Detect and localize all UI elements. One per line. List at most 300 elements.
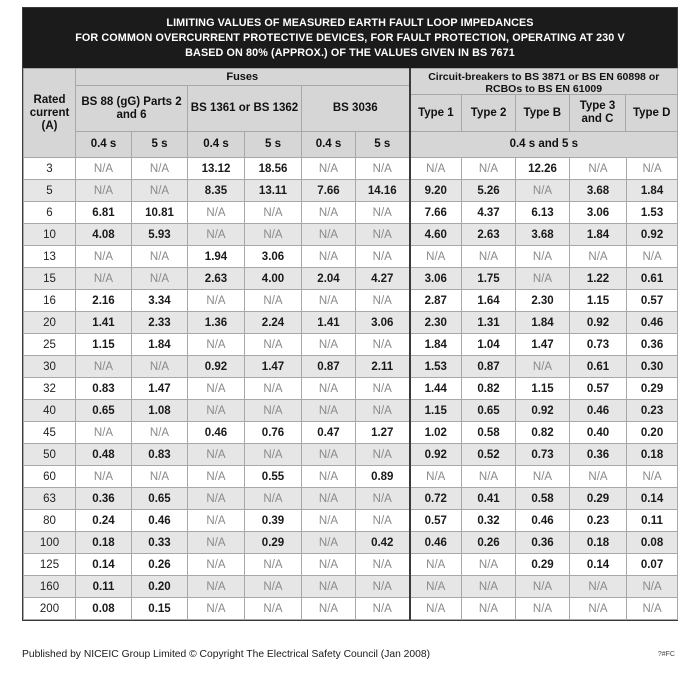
table-row bbox=[24, 422, 678, 444]
impedance-cell: N/A bbox=[302, 444, 356, 466]
impedance-cell: N/A bbox=[462, 598, 516, 620]
impedance-cell: 0.46 bbox=[188, 422, 245, 444]
type-d-header: Type D bbox=[632, 106, 671, 119]
impedance-cell: 1.84 bbox=[570, 224, 627, 246]
rated-current-cell: 6 bbox=[24, 202, 76, 224]
breakers-header bbox=[410, 69, 678, 132]
impedance-cell: 0.82 bbox=[516, 422, 570, 444]
impedance-cell: 0.46 bbox=[516, 510, 570, 532]
impedance-cell: 0.29 bbox=[627, 378, 678, 400]
impedance-cell: 0.83 bbox=[132, 444, 188, 466]
impedance-cell: 0.57 bbox=[570, 378, 627, 400]
impedance-cell: N/A bbox=[356, 444, 410, 466]
breakers-title: Circuit-breakers to BS 3871 or BS EN 60898 or RCBOs to BS EN 61009 bbox=[411, 69, 678, 95]
impedance-cell: N/A bbox=[245, 576, 302, 598]
breaker-types bbox=[411, 95, 678, 131]
rated-current-header: Rated current (A) bbox=[24, 69, 76, 158]
bs3036-time-04: 0.4 s bbox=[302, 132, 356, 158]
impedance-cell: N/A bbox=[245, 202, 302, 224]
impedance-cell: 0.18 bbox=[570, 532, 627, 554]
impedance-cell: 0.72 bbox=[410, 488, 462, 510]
impedance-cell: N/A bbox=[627, 246, 678, 268]
impedance-cell: 1.15 bbox=[410, 400, 462, 422]
impedance-cell: N/A bbox=[302, 488, 356, 510]
impedance-cell: N/A bbox=[245, 334, 302, 356]
rated-current-cell: 32 bbox=[24, 378, 76, 400]
impedance-cell: 8.35 bbox=[188, 180, 245, 202]
impedance-cell: N/A bbox=[356, 510, 410, 532]
impedance-cell: 0.83 bbox=[76, 378, 132, 400]
impedance-cell: 0.89 bbox=[356, 466, 410, 488]
rated-current-cell: 3 bbox=[24, 158, 76, 180]
impedance-cell: N/A bbox=[132, 466, 188, 488]
rated-current-cell: 200 bbox=[24, 598, 76, 620]
table-row bbox=[24, 444, 678, 466]
impedance-cell: 14.16 bbox=[356, 180, 410, 202]
impedance-cell: 0.42 bbox=[356, 532, 410, 554]
impedance-cell: 0.14 bbox=[627, 488, 678, 510]
impedance-cell: 0.20 bbox=[627, 422, 678, 444]
impedance-cell: N/A bbox=[516, 268, 570, 290]
impedance-cell: 2.16 bbox=[76, 290, 132, 312]
impedance-cell: N/A bbox=[188, 488, 245, 510]
impedance-cell: N/A bbox=[302, 576, 356, 598]
impedance-cell: 12.26 bbox=[516, 158, 570, 180]
impedance-cell: N/A bbox=[76, 422, 132, 444]
impedance-cell: 0.46 bbox=[570, 400, 627, 422]
impedance-cell: 2.04 bbox=[302, 268, 356, 290]
impedance-cell: N/A bbox=[627, 576, 678, 598]
impedance-cell: N/A bbox=[245, 554, 302, 576]
rated-current-cell: 30 bbox=[24, 356, 76, 378]
impedance-cell: N/A bbox=[76, 180, 132, 202]
table-row bbox=[24, 268, 678, 290]
table-row bbox=[24, 290, 678, 312]
rated-current-cell: 45 bbox=[24, 422, 76, 444]
impedance-cell: 1.41 bbox=[302, 312, 356, 334]
title-line-1: LIMITING VALUES OF MEASURED EARTH FAULT LOOP IMPEDANCES bbox=[166, 16, 534, 29]
impedance-cell: 0.07 bbox=[627, 554, 678, 576]
impedance-cell: N/A bbox=[356, 576, 410, 598]
table-row bbox=[24, 312, 678, 334]
impedance-cell: N/A bbox=[245, 444, 302, 466]
bs1361-header: BS 1361 or BS 1362 bbox=[188, 86, 302, 132]
table-row bbox=[24, 466, 678, 488]
impedance-cell: 1.64 bbox=[462, 290, 516, 312]
impedance-cell: 1.47 bbox=[132, 378, 188, 400]
impedance-cell: 0.48 bbox=[76, 444, 132, 466]
impedance-cell: N/A bbox=[356, 400, 410, 422]
title-line-2: FOR COMMON OVERCURRENT PROTECTIVE DEVICES, FOR FAULT PROTECTION, OPERATING AT 230 V bbox=[75, 31, 625, 44]
impedance-cell: 0.92 bbox=[516, 400, 570, 422]
impedance-cell: N/A bbox=[188, 466, 245, 488]
impedance-cell: N/A bbox=[410, 158, 462, 180]
impedance-cell: 13.11 bbox=[245, 180, 302, 202]
impedance-cell: 0.57 bbox=[627, 290, 678, 312]
impedance-cell: N/A bbox=[302, 510, 356, 532]
table-row bbox=[24, 400, 678, 422]
impedance-cell: 0.61 bbox=[627, 268, 678, 290]
impedance-cell: N/A bbox=[627, 466, 678, 488]
impedance-cell: N/A bbox=[188, 290, 245, 312]
impedance-cell: N/A bbox=[132, 422, 188, 444]
rated-current-cell: 50 bbox=[24, 444, 76, 466]
impedance-cell: 1.08 bbox=[132, 400, 188, 422]
impedance-cell: 1.22 bbox=[570, 268, 627, 290]
type-3c-header: Type 3 and C bbox=[570, 95, 627, 131]
impedance-cell: 1.47 bbox=[245, 356, 302, 378]
impedance-cell: 1.84 bbox=[627, 180, 678, 202]
impedance-cell: 0.92 bbox=[188, 356, 245, 378]
impedance-cell: 0.46 bbox=[410, 532, 462, 554]
impedance-cell: 0.65 bbox=[76, 400, 132, 422]
impedance-cell: 0.14 bbox=[570, 554, 627, 576]
impedance-cell: 0.52 bbox=[462, 444, 516, 466]
impedance-cell: N/A bbox=[356, 158, 410, 180]
impedance-cell: N/A bbox=[516, 180, 570, 202]
table-row bbox=[24, 510, 678, 532]
table-row bbox=[24, 378, 678, 400]
impedance-cell: N/A bbox=[356, 202, 410, 224]
impedance-cell: 0.55 bbox=[245, 466, 302, 488]
impedance-cell: 0.08 bbox=[76, 598, 132, 620]
title-line-3: BASED ON 80% (APPROX.) OF THE VALUES GIVEN IN BS 7671 bbox=[185, 46, 515, 59]
impedance-cell: 0.61 bbox=[570, 356, 627, 378]
rated-current-cell: 160 bbox=[24, 576, 76, 598]
bs88-time-04: 0.4 s bbox=[76, 132, 132, 158]
impedance-cell: 10.81 bbox=[132, 202, 188, 224]
table-row bbox=[24, 334, 678, 356]
rated-current-cell: 100 bbox=[24, 532, 76, 554]
bs1361-time-5: 5 s bbox=[245, 132, 302, 158]
impedance-cell: N/A bbox=[462, 246, 516, 268]
impedance-cell: N/A bbox=[188, 554, 245, 576]
impedance-cell: N/A bbox=[245, 488, 302, 510]
impedance-cell: N/A bbox=[302, 598, 356, 620]
impedance-cell: 2.33 bbox=[132, 312, 188, 334]
impedance-cell: 2.24 bbox=[245, 312, 302, 334]
rated-current-cell: 5 bbox=[24, 180, 76, 202]
impedance-cell: N/A bbox=[188, 576, 245, 598]
impedance-cell: 0.33 bbox=[132, 532, 188, 554]
impedance-cell: 0.57 bbox=[410, 510, 462, 532]
rated-current-cell: 13 bbox=[24, 246, 76, 268]
table-row bbox=[24, 598, 678, 620]
impedance-cell: N/A bbox=[356, 598, 410, 620]
impedance-cell: 1.53 bbox=[627, 202, 678, 224]
impedance-cell: 0.92 bbox=[410, 444, 462, 466]
corner-mark: ?#FC bbox=[657, 651, 675, 658]
impedance-cell: N/A bbox=[132, 158, 188, 180]
impedance-cell: 0.14 bbox=[76, 554, 132, 576]
impedance-cell: N/A bbox=[570, 598, 627, 620]
impedance-cell: 3.06 bbox=[245, 246, 302, 268]
impedance-cell: N/A bbox=[302, 400, 356, 422]
impedance-cell: N/A bbox=[188, 598, 245, 620]
impedance-cell: 6.13 bbox=[516, 202, 570, 224]
rated-current-cell: 125 bbox=[24, 554, 76, 576]
impedance-cell: 0.36 bbox=[627, 334, 678, 356]
impedance-cell: 1.75 bbox=[462, 268, 516, 290]
impedance-cell: N/A bbox=[132, 356, 188, 378]
table-row bbox=[24, 532, 678, 554]
impedance-cell: N/A bbox=[462, 554, 516, 576]
impedance-cell: 5.93 bbox=[132, 224, 188, 246]
impedance-cell: 0.87 bbox=[462, 356, 516, 378]
impedance-cell: 0.11 bbox=[627, 510, 678, 532]
impedance-cell: 9.20 bbox=[410, 180, 462, 202]
impedance-cell: N/A bbox=[410, 598, 462, 620]
type-b-header: Type B bbox=[516, 95, 570, 131]
impedance-cell: N/A bbox=[302, 466, 356, 488]
bs1361-time-04: 0.4 s bbox=[188, 132, 245, 158]
impedance-cell: N/A bbox=[132, 246, 188, 268]
impedance-cell: N/A bbox=[516, 246, 570, 268]
impedance-cell: 0.23 bbox=[627, 400, 678, 422]
impedance-cell: 0.46 bbox=[627, 312, 678, 334]
impedance-cell: N/A bbox=[245, 598, 302, 620]
impedance-cell: N/A bbox=[302, 224, 356, 246]
impedance-cell: N/A bbox=[410, 554, 462, 576]
impedance-cell: N/A bbox=[302, 202, 356, 224]
impedance-cell: 3.06 bbox=[356, 312, 410, 334]
impedance-cell: 18.56 bbox=[245, 158, 302, 180]
impedance-cell: 0.58 bbox=[462, 422, 516, 444]
breakers-time: 0.4 s and 5 s bbox=[410, 132, 678, 158]
impedance-cell: N/A bbox=[516, 466, 570, 488]
impedance-cell: N/A bbox=[188, 224, 245, 246]
impedance-cell: 2.30 bbox=[410, 312, 462, 334]
impedance-table bbox=[23, 68, 678, 620]
impedance-cell: 0.18 bbox=[76, 532, 132, 554]
impedance-cell: 0.73 bbox=[570, 334, 627, 356]
impedance-cell: 0.29 bbox=[570, 488, 627, 510]
bs88-header: BS 88 (gG) Parts 2 and 6 bbox=[76, 86, 188, 132]
impedance-cell: N/A bbox=[462, 466, 516, 488]
rated-current-cell: 40 bbox=[24, 400, 76, 422]
impedance-cell: 1.36 bbox=[188, 312, 245, 334]
impedance-cell: N/A bbox=[76, 356, 132, 378]
impedance-cell: 0.20 bbox=[132, 576, 188, 598]
impedance-cell: 1.94 bbox=[188, 246, 245, 268]
impedance-cell: N/A bbox=[516, 576, 570, 598]
bs3036-time-5: 5 s bbox=[356, 132, 410, 158]
impedance-cell: 0.26 bbox=[132, 554, 188, 576]
impedance-cell: N/A bbox=[462, 158, 516, 180]
impedance-cell: N/A bbox=[76, 246, 132, 268]
fuses-header: Fuses bbox=[76, 69, 410, 86]
rated-current-cell: 16 bbox=[24, 290, 76, 312]
impedance-cell: N/A bbox=[302, 378, 356, 400]
impedance-cell: 4.60 bbox=[410, 224, 462, 246]
impedance-cell: 0.29 bbox=[245, 532, 302, 554]
impedance-cell: N/A bbox=[410, 246, 462, 268]
table-row bbox=[24, 554, 678, 576]
table-row bbox=[24, 202, 678, 224]
impedance-cell: N/A bbox=[188, 378, 245, 400]
impedance-cell: N/A bbox=[245, 224, 302, 246]
impedance-cell: N/A bbox=[132, 268, 188, 290]
impedance-cell: 0.65 bbox=[462, 400, 516, 422]
impedance-cell: 1.53 bbox=[410, 356, 462, 378]
impedance-cell: N/A bbox=[570, 576, 627, 598]
impedance-cell: 0.87 bbox=[302, 356, 356, 378]
impedance-cell: 4.27 bbox=[356, 268, 410, 290]
rated-current-cell: 20 bbox=[24, 312, 76, 334]
impedance-cell: N/A bbox=[188, 400, 245, 422]
impedance-cell: N/A bbox=[188, 444, 245, 466]
impedance-cell: N/A bbox=[188, 510, 245, 532]
impedance-cell: 0.82 bbox=[462, 378, 516, 400]
impedance-cell: N/A bbox=[245, 290, 302, 312]
impedance-cell: 1.84 bbox=[410, 334, 462, 356]
impedance-cell: N/A bbox=[302, 334, 356, 356]
rated-current-cell: 80 bbox=[24, 510, 76, 532]
table-row bbox=[24, 356, 678, 378]
impedance-cell: 13.12 bbox=[188, 158, 245, 180]
impedance-cell: 3.34 bbox=[132, 290, 188, 312]
impedance-cell: 7.66 bbox=[410, 202, 462, 224]
impedance-cell: 2.30 bbox=[516, 290, 570, 312]
impedance-cell: N/A bbox=[570, 246, 627, 268]
impedance-cell: 0.92 bbox=[570, 312, 627, 334]
impedance-cell: 0.15 bbox=[132, 598, 188, 620]
impedance-cell: 1.15 bbox=[516, 378, 570, 400]
impedance-cell: 0.47 bbox=[302, 422, 356, 444]
impedance-cell: 1.31 bbox=[462, 312, 516, 334]
impedance-cell: N/A bbox=[76, 158, 132, 180]
type-2-header: Type 2 bbox=[462, 95, 516, 131]
impedance-cell: 0.40 bbox=[570, 422, 627, 444]
impedance-cell: 1.27 bbox=[356, 422, 410, 444]
impedance-cell: 2.63 bbox=[462, 224, 516, 246]
rated-current-cell: 10 bbox=[24, 224, 76, 246]
impedance-cell: 0.36 bbox=[516, 532, 570, 554]
impedance-cell: 1.47 bbox=[516, 334, 570, 356]
impedance-cell: 0.65 bbox=[132, 488, 188, 510]
impedance-cell: N/A bbox=[302, 554, 356, 576]
impedance-cell: 0.18 bbox=[627, 444, 678, 466]
impedance-cell: N/A bbox=[76, 466, 132, 488]
impedance-cell: 4.00 bbox=[245, 268, 302, 290]
impedance-cell: 3.06 bbox=[570, 202, 627, 224]
impedance-cell: 0.58 bbox=[516, 488, 570, 510]
rated-current-cell: 15 bbox=[24, 268, 76, 290]
impedance-cell: 0.08 bbox=[627, 532, 678, 554]
impedance-cell: 3.06 bbox=[410, 268, 462, 290]
impedance-cell: N/A bbox=[516, 356, 570, 378]
impedance-cell: 0.30 bbox=[627, 356, 678, 378]
copyright-footer: Published by NICEIC Group Limited © Copyright The Electrical Safety Council (Jan 2008) bbox=[22, 649, 431, 660]
impedance-cell: N/A bbox=[356, 488, 410, 510]
rated-current-cell: 60 bbox=[24, 466, 76, 488]
impedance-cell: N/A bbox=[356, 378, 410, 400]
impedance-cell: 1.44 bbox=[410, 378, 462, 400]
impedance-cell: 0.29 bbox=[516, 554, 570, 576]
impedance-cell: 2.63 bbox=[188, 268, 245, 290]
impedance-cell: N/A bbox=[570, 158, 627, 180]
impedance-cell: N/A bbox=[76, 268, 132, 290]
impedance-cell: N/A bbox=[410, 466, 462, 488]
bs88-time-5: 5 s bbox=[132, 132, 188, 158]
table-row bbox=[24, 158, 678, 180]
impedance-cell: N/A bbox=[245, 378, 302, 400]
impedance-cell: 0.11 bbox=[76, 576, 132, 598]
impedance-cell: 4.37 bbox=[462, 202, 516, 224]
impedance-cell: 6.81 bbox=[76, 202, 132, 224]
impedance-cell: 0.39 bbox=[245, 510, 302, 532]
bs3036-header: BS 3036 bbox=[302, 86, 410, 132]
impedance-cell: 1.84 bbox=[516, 312, 570, 334]
table-body bbox=[24, 158, 678, 620]
impedance-cell: 1.41 bbox=[76, 312, 132, 334]
impedance-cell: N/A bbox=[410, 576, 462, 598]
impedance-cell: N/A bbox=[302, 246, 356, 268]
impedance-cell: 0.76 bbox=[245, 422, 302, 444]
impedance-cell: N/A bbox=[356, 334, 410, 356]
impedance-cell: N/A bbox=[356, 224, 410, 246]
impedance-cell: N/A bbox=[302, 532, 356, 554]
impedance-cell: 0.41 bbox=[462, 488, 516, 510]
table-title bbox=[23, 8, 677, 68]
impedance-cell: 0.73 bbox=[516, 444, 570, 466]
impedance-cell: 0.24 bbox=[76, 510, 132, 532]
impedance-cell: N/A bbox=[188, 202, 245, 224]
impedance-cell: 1.02 bbox=[410, 422, 462, 444]
impedance-cell: 0.26 bbox=[462, 532, 516, 554]
impedance-cell: 0.92 bbox=[627, 224, 678, 246]
impedance-cell: N/A bbox=[188, 334, 245, 356]
impedance-cell: N/A bbox=[302, 290, 356, 312]
impedance-cell: N/A bbox=[570, 466, 627, 488]
type-1-header: Type 1 bbox=[411, 95, 463, 131]
impedance-cell: 2.87 bbox=[410, 290, 462, 312]
impedance-cell: N/A bbox=[188, 532, 245, 554]
impedance-cell: N/A bbox=[245, 400, 302, 422]
impedance-cell: N/A bbox=[302, 158, 356, 180]
impedance-cell: 0.32 bbox=[462, 510, 516, 532]
table-row bbox=[24, 576, 678, 598]
impedance-cell: N/A bbox=[516, 598, 570, 620]
impedance-cell: N/A bbox=[462, 576, 516, 598]
breakers-header-wrap bbox=[411, 69, 678, 131]
impedance-cell: 7.66 bbox=[302, 180, 356, 202]
impedance-cell: 1.84 bbox=[132, 334, 188, 356]
impedance-cell: 4.08 bbox=[76, 224, 132, 246]
impedance-table-frame bbox=[22, 7, 678, 621]
impedance-cell: 0.46 bbox=[132, 510, 188, 532]
impedance-cell: N/A bbox=[132, 180, 188, 202]
impedance-cell: 2.11 bbox=[356, 356, 410, 378]
table-row bbox=[24, 224, 678, 246]
impedance-cell: 0.36 bbox=[76, 488, 132, 510]
impedance-cell: N/A bbox=[356, 290, 410, 312]
impedance-cell: 5.26 bbox=[462, 180, 516, 202]
rated-current-cell: 63 bbox=[24, 488, 76, 510]
impedance-cell: 3.68 bbox=[516, 224, 570, 246]
impedance-cell: 0.36 bbox=[570, 444, 627, 466]
impedance-cell: N/A bbox=[627, 598, 678, 620]
impedance-cell: 1.04 bbox=[462, 334, 516, 356]
table-row bbox=[24, 488, 678, 510]
impedance-cell: N/A bbox=[356, 554, 410, 576]
impedance-cell: 0.23 bbox=[570, 510, 627, 532]
impedance-cell: N/A bbox=[356, 246, 410, 268]
impedance-cell: N/A bbox=[627, 158, 678, 180]
impedance-cell: 1.15 bbox=[76, 334, 132, 356]
table-row bbox=[24, 246, 678, 268]
rated-current-cell: 25 bbox=[24, 334, 76, 356]
